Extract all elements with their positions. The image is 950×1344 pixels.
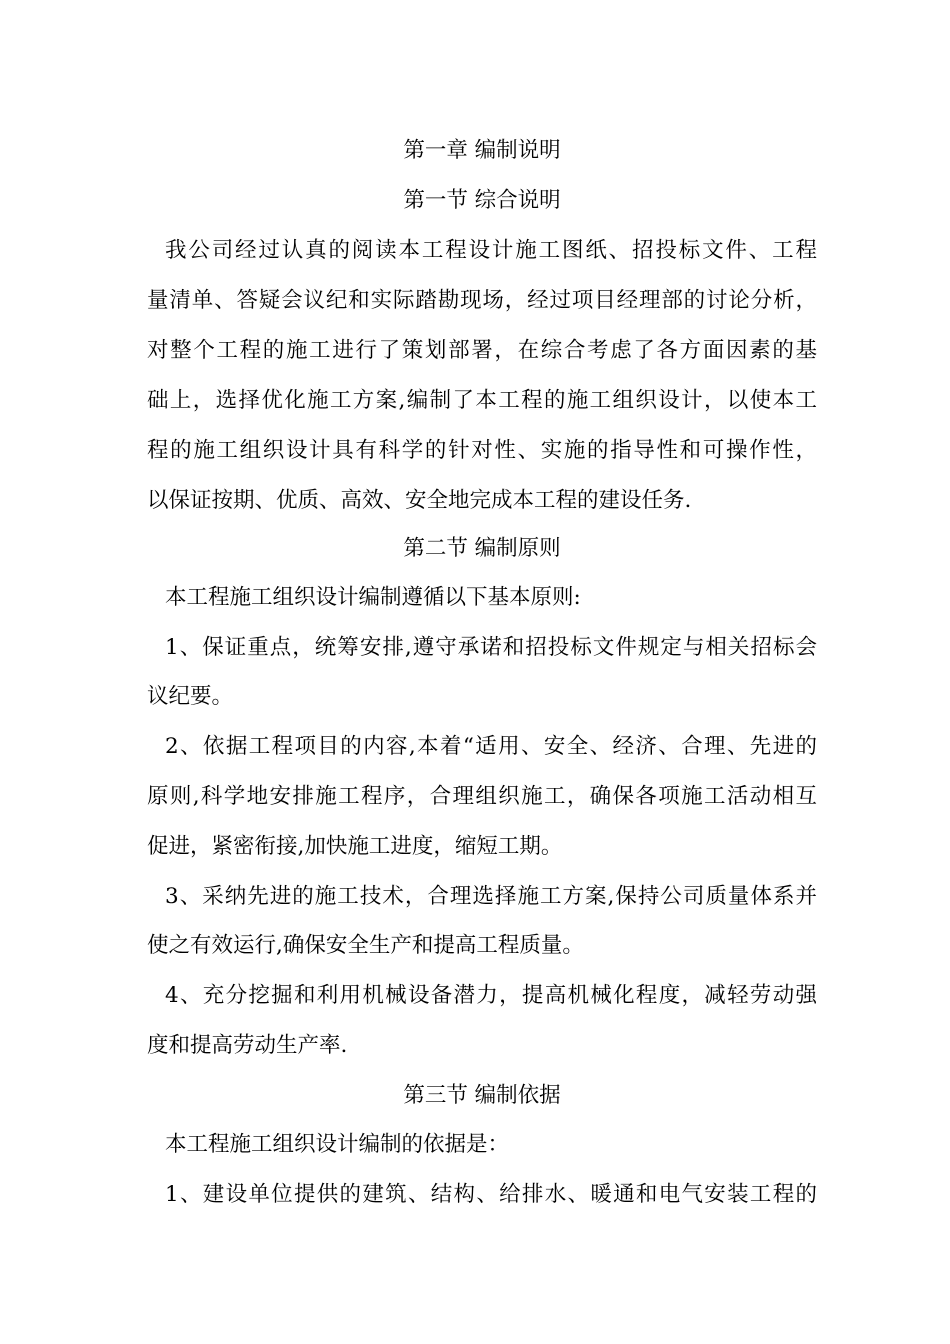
list-item-line: 议纪要。 — [147, 684, 234, 709]
paragraph-line: 础上，选择优化施工方案,编制了本工程的施工组织设计，以使本工 — [147, 388, 817, 413]
paragraph-line: 程的施工组织设计具有科学的针对性、实施的指导性和可操作性， — [147, 438, 817, 463]
section-heading-1: 第一节 综合说明 — [403, 188, 561, 213]
list-item-line: 度和提高劳动生产率. — [147, 1033, 348, 1058]
list-item-line: 1、建设单位提供的建筑、结构、给排水、暖通和电气安装工程的 — [165, 1182, 817, 1207]
list-item-line: 4、充分挖掘和利用机械设备潜力，提高机械化程度，减轻劳动强 — [165, 983, 817, 1008]
chapter-title: 第一章 编制说明 — [403, 138, 561, 163]
list-item-line: 2、依据工程项目的内容,本着“适用、安全、经济、合理、先进的 — [165, 734, 817, 759]
paragraph-line: 以保证按期、优质、高效、安全地完成本工程的建设任务. — [147, 488, 692, 513]
paragraph-line: 本工程施工组织设计编制的依据是： — [165, 1132, 510, 1157]
paragraph-line: 我公司经过认真的阅读本工程设计施工图纸、招投标文件、工程 — [165, 238, 817, 263]
list-item-line: 1、保证重点，统筹安排,遵守承诺和招投标文件规定与相关招标会 — [165, 635, 817, 660]
paragraph-line: 本工程施工组织设计编制遵循以下基本原则: — [165, 585, 581, 610]
paragraph-line: 量清单、答疑会议纪和实际踏勘现场，经过项目经理部的讨论分析， — [147, 288, 817, 313]
list-item-line: 原则,科学地安排施工程序，合理组织施工，确保各项施工活动相互 — [147, 784, 817, 809]
section-heading-2: 第二节 编制原则 — [403, 536, 561, 561]
list-item-line: 使之有效运行,确保安全生产和提高工程质量。 — [147, 933, 584, 958]
list-item-line: 促进，紧密衔接,加快施工进度，缩短工期。 — [147, 834, 563, 859]
paragraph-line: 对整个工程的施工进行了策划部署，在综合考虑了各方面因素的基 — [147, 338, 817, 363]
section-heading-3: 第三节 编制依据 — [403, 1083, 561, 1108]
list-item-line: 3、采纳先进的施工技术，合理选择施工方案,保持公司质量体系并 — [165, 884, 817, 909]
